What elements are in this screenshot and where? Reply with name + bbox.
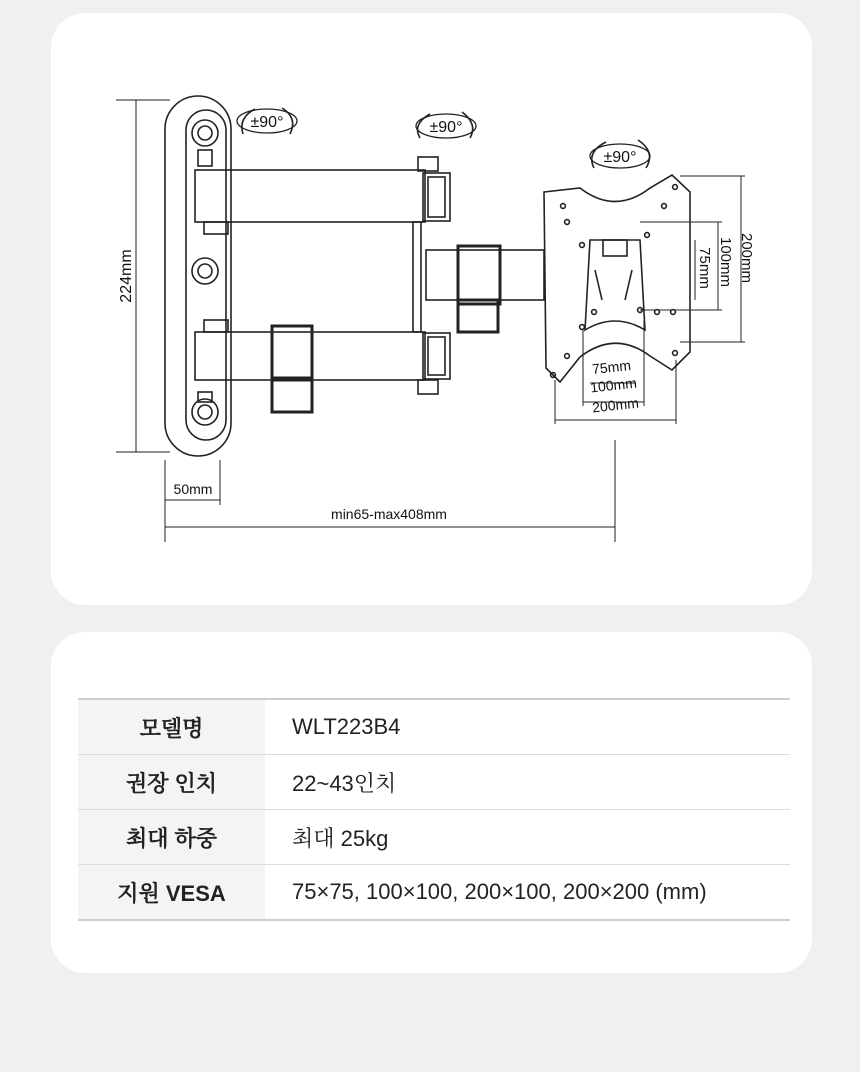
- depth-dimension-label: 50mm: [173, 481, 213, 497]
- lower-arm: [195, 332, 425, 380]
- vesa-h-75-label: 75mm: [591, 357, 632, 378]
- rotation-label-1: ±90°: [250, 114, 284, 131]
- vesa-v-200-label: 200mm: [738, 232, 755, 284]
- spec-row: [78, 755, 790, 810]
- diagram-card: [51, 13, 812, 605]
- spec-value: 75×75, 100×100, 200×100, 200×200 (mm): [265, 865, 790, 921]
- spec-row: [78, 865, 790, 921]
- wall-mount-diagram: [51, 13, 812, 605]
- spec-value: 22~43인치: [265, 755, 790, 810]
- spec-key: 지원 VESA: [78, 865, 265, 921]
- height-dimension-label: 224mm: [118, 249, 135, 303]
- extension-dimension-label: min65-max408mm: [331, 506, 447, 522]
- spec-key: 최대 하중: [78, 810, 265, 865]
- connector-arm: [426, 250, 544, 300]
- vesa-v-100-label: 100mm: [717, 236, 734, 288]
- spec-table: [78, 698, 790, 921]
- spec-value: WLT223B4: [265, 699, 790, 755]
- spec-row: [78, 699, 790, 755]
- vesa-v-75-label: 75mm: [696, 247, 713, 289]
- vesa-h-100-label: 100mm: [589, 374, 638, 396]
- upper-arm: [195, 170, 425, 222]
- spec-key: 모델명: [78, 699, 265, 755]
- spec-row: [78, 810, 790, 865]
- vesa-h-200-label: 200mm: [591, 394, 640, 416]
- rotation-label-3: ±90°: [603, 149, 637, 166]
- rotation-label-2: ±90°: [429, 119, 463, 136]
- spec-value: 최대 25kg: [265, 810, 790, 865]
- spec-card: [51, 632, 812, 973]
- spec-key: 권장 인치: [78, 755, 265, 810]
